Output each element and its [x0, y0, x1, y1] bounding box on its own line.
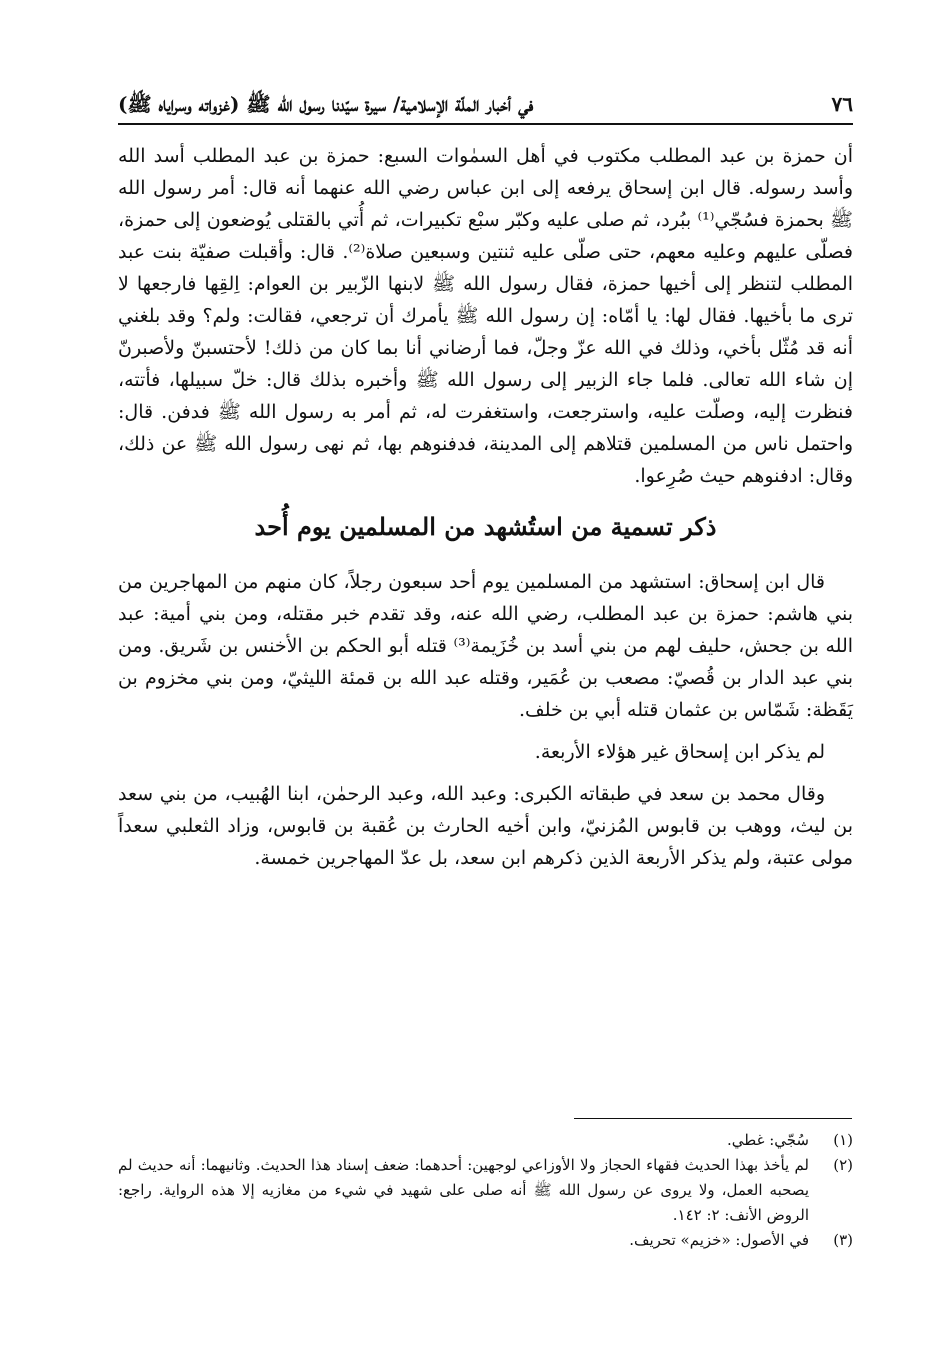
- paragraph-ibn-ishaq-martyrs: قال ابن إسحاق: استشهد من المسلمين يوم أحد سبعون رجلاً، كان منهم من المهاجرين من بني هاشم: حمزة بن عبد المطلب، رضي الله عنه، وقد تقدم خبر مقتله، ومن بني أمية: عبد الله بن جحش، حليف لهم من بني أسد بن خُزَيمة⁽³⁾ قتله أبو الحكم بن الأخنس بن شَريق. ومن بني عبد الدار بن قُصيّ: مصعب بن عُمَير، وقتله عبد الله بن قمئة الليثيّ، ومن بني مخزوم بن يَقَظة: شَمّاس بن عثمان قتله أبي بن خلف.: [118, 571, 854, 721]
- paragraph-only-four: لم يذكر ابن إسحاق غير هؤلاء الأربعة.: [534, 741, 825, 763]
- page-number: ٧٦: [831, 92, 853, 116]
- footnote-number: (٢): [833, 1156, 853, 1174]
- footnote-text: سُجّي: غطي.: [727, 1131, 809, 1149]
- footnote-text: لم يأخذ بهذا الحديث فقهاء الحجاز ولا الأوزاعي لوجهين: أحدهما: ضعف إسناد هذا الحديث. وثانيهما: أنه حديث لم يصحبه العمل، ولا يروى عن رسول الله ﷺ أنه صلى على شهيد في شيء من مغازيه إلا هذه الرواية. راجع: الروض الأنف: ٢: ١٤٢.: [118, 1156, 809, 1224]
- main-text: [118, 140, 853, 874]
- footnote-item: [118, 1153, 853, 1228]
- footnotes: [118, 1128, 853, 1253]
- footnote-text: في الأصول: «خزيم» تحريف.: [629, 1231, 809, 1249]
- footnote-item: [118, 1128, 853, 1153]
- running-title: في أخبار الملّة الإسلامية/ سيرة سيّدنا رسول الله ﷺ (غزواته وسراياه ﷺ): [118, 92, 534, 116]
- section-heading: ذكر تسمية من استُشهد من المسلمين يوم أُحد: [254, 512, 717, 541]
- footnote-number: (٣): [833, 1231, 853, 1249]
- footnote-divider: [574, 1118, 852, 1119]
- footnote-item: [118, 1228, 853, 1253]
- footnote-number: (١): [833, 1131, 853, 1149]
- paragraph-ibn-saad: وقال محمد بن سعد في طبقاته الكبرى: وعبد الله، وعبد الرحمٰن، ابنا الهُبيب، من بني سعد بن ليث، ووهب بن قابوس المُزنيّ، وابن أخيه الحارث بن عُقبة بن قابوس، وزاد الثعلبي سعداً مولى عتبة، ولم يذكر الأربعة الذين ذكرهم ابن سعد، بل عدّ المهاجرين خمسة.: [118, 783, 853, 869]
- header-divider: [118, 123, 853, 125]
- paragraph-hamza-prayer: أن حمزة بن عبد المطلب مكتوب في أهل السمٰوات السبع: حمزة بن عبد المطلب أسد الله وأسد رسوله. قال ابن إسحاق يرفعه إلى ابن عباس رضي الله عنهما أنه قال: أمر رسول الله ﷺ بحمزة فسُجّي⁽¹⁾ ببُرد، ثم صلى عليه وكبّر سبْع تكبيرات، ثم أُتي بالقتلى يُوضعون إلى حمزة، فصلّى عليهم وعليه معهم، حتى صلّى عليه ثنتين وسبعين صلاة⁽²⁾. قال: وأقبلت صفيّة بنت عبد المطلب لتنظر إلى أخيها حمزة، فقال رسول الله ﷺ لابنها الزّبير بن العوام: اِلقِها فارجعها لا ترى ما بأخيها. فقال لها: يا أمّاه: إن رسول الله ﷺ يأمرك أن ترجعي، فقالت: ولم؟ وقد بلغني أنه قد مُثّل بأخي، وذلك في الله عزّ وجلّ، فما أرضاني أنا بما كان من ذلك! لأحتسبنّ ولأصبرنّ إن شاء الله تعالى. فلما جاء الزبير إلى رسول الله ﷺ وأخبره بذلك قال: خلّ سبيلها، فأتته، فنظرت إليه، وصلّت عليه، واسترجعت، واستغفرت له، ثم أمر به رسول الله ﷺ فدفن. قال: واحتمل ناس من المسلمين قتلاهم إلى المدينة، فدفنوهم بها، ثم نهى رسول الله ﷺ عن ذلك، وقال: ادفنوهم حيث صُرِعوا.: [118, 145, 853, 487]
- running-header: [118, 84, 853, 118]
